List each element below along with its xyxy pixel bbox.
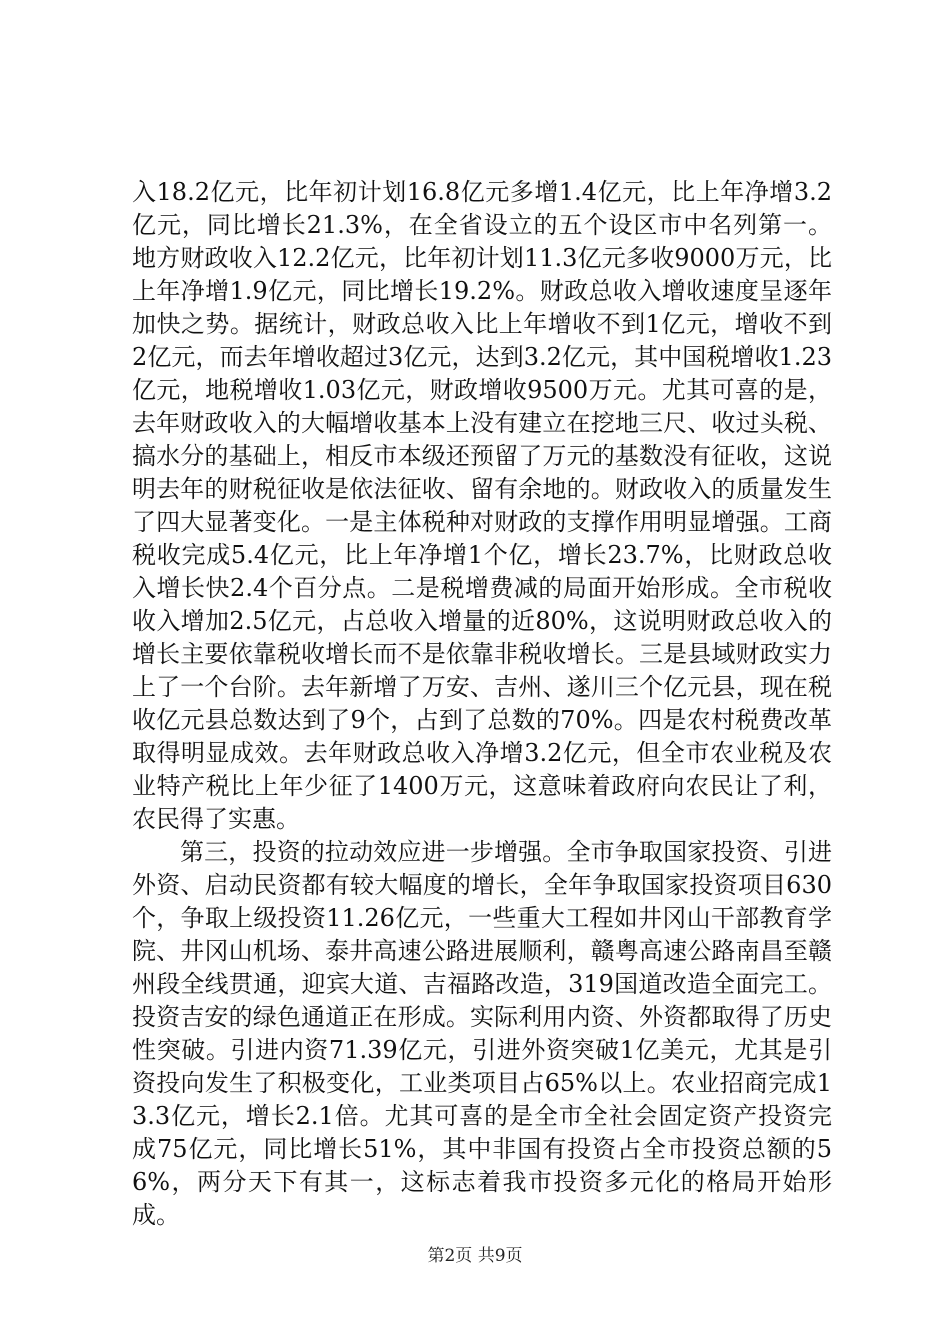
page-footer: 第2页 共9页 [427, 1246, 523, 1266]
document-body [132, 176, 832, 1232]
paragraph-investment: 第三，投资的拉动效应进一步增强。全市争取国家投资、引进外资、启动民资都有较大幅度的增长，全年争取国家投资项目630个，争取上级投资11.26亿元，一些重大工程如井冈山干部教育学院、井冈山机场、泰井高速公路进展顺利，赣粤高速公路南昌至赣州段全线贯通，迎宾大道、吉福路改造，319国道改造全面完工。投资吉安的绿色通道正在形成。实际利用内资、外资都取得了历史性突破。引进内资71.39亿元，引进外资突破1亿美元，尤其是引资投向发生了积极变化，工业类项目占65%以上。农业招商完成13.3亿元，增长2.1倍。尤其可喜的是全市全社会固定资产投资完成75亿元，同比增长51%，其中非国有投资占全市投资总额的56%，两分天下有其一，这标志着我市投资多元化的格局开始形成。 [132, 838, 832, 1229]
paragraph-revenue: 入18.2亿元，比年初计划16.8亿元多增1.4亿元，比上年净增3.2亿元，同比增长21.3%，在全省设立的五个设区市中名列第一。地方财政收入12.2亿元，比年初计划11.3亿元多收9000万元，比上年净增1.9亿元，同比增长19.2%。财政总收入增收速度呈逐年加快之势。据统计，财政总收入比上年增收不到1亿元，增收不到2亿元，而去年增收超过3亿元，达到3.2亿元，其中国税增收1.23亿元，地税增收1.03亿元，财政增收9500万元。尤其可喜的是，去年财政收入的大幅增收基本上没有建立在挖地三尺、收过头税、搞水分的基础上，相反市本级还预留了万元的基数没有征收，这说明去年的财税征收是依法征收、留有余地的。财政收入的质量发生了四大显著变化。一是主体税种对财政的支撑作用明显增强。工商税收完成5.4亿元，比上年净增1个亿，增长23.7%，比财政总收入增长快2.4个百分点。二是税增费减的局面开始形成。全市税收收入增加2.5亿元，占总收入增量的近80%，这说明财政总收入的增长主要依靠税收增长而不是依靠非税收增长。三是县域财政实力上了一个台阶。去年新增了万安、吉州、遂川三个亿元县，现在税收亿元县总数达到了9个，占到了总数的70%。四是农村税费改革取得明显成效。去年财政总收入净增3.2亿元，但全市农业税及农业特产税比上年少征了1400万元，这意味着政府向农民让了利，农民得了实惠。 [132, 178, 832, 833]
